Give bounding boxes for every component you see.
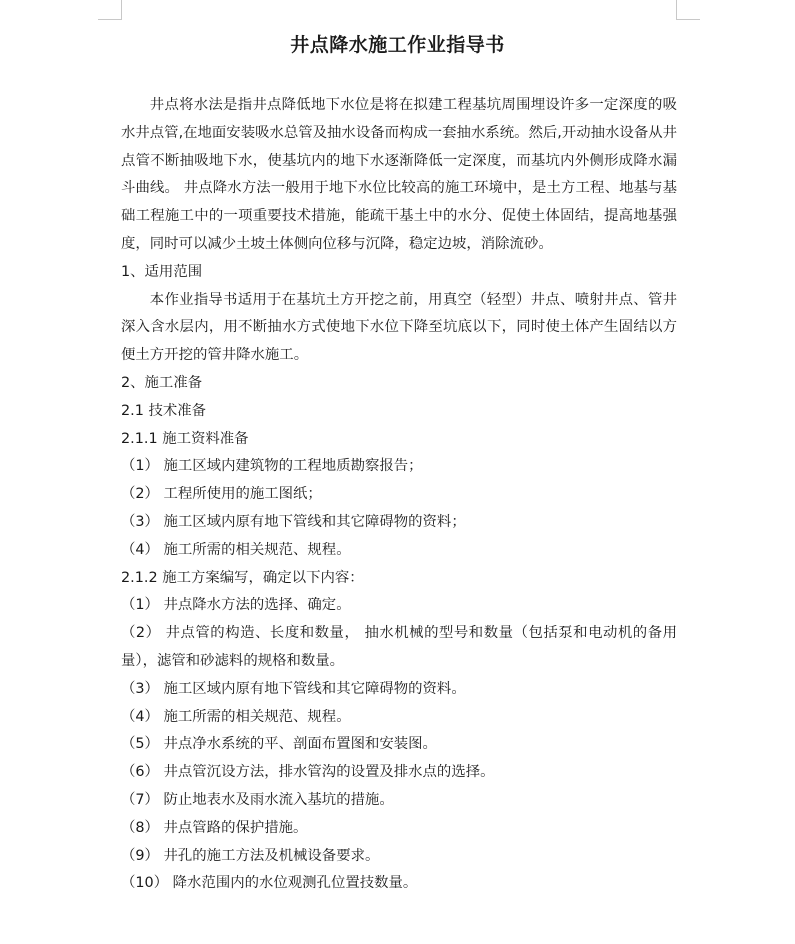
list-item: （6） 井点管沉设方法，排水管沟的设置及排水点的选择。 (121, 764, 495, 781)
list-item: （1） 施工区域内建筑物的工程地质勘察报告； (121, 458, 423, 475)
list-item: （4） 施工所需的相关规范、规程。 (121, 541, 351, 558)
intro-paragraph: 井点将水法是指井点降低地下水位是将在拟建工程基坑周围埋设许多一定深度的吸水井点管,在地面安装吸水总管及抽水设备而构成一套抽水系统。然后,开动抽水设备从井点管不断抽吸地下水，使基坑内的地下水逐渐降低一定深度，而基坑内外侧形成降水漏斗曲线。 井点降水方法一般用于地下水位比较高的施工环境中，是土方工程、地基与基础工程施工中的一项重要技术措施，能疏干基土中的水分、促使土体固结，提高地基强度，同时可以减少土坡土体侧向位移与沉降，稳定边坡，消除流砂。 (121, 97, 677, 252)
list-item: （9） 井孔的施工方法及机械设备要求。 (121, 847, 380, 864)
section-heading: 2、施工准备 (121, 374, 203, 391)
crop-mark-top-left (98, 19, 122, 20)
list-item: （8） 井点管路的保护措施。 (121, 819, 308, 836)
list-item: （1） 井点降水方法的选择、确定。 (121, 597, 351, 614)
scope-paragraph: 本作业指导书适用于在基坑土方开挖之前，用真空（轻型）井点、喷射井点、管井深入含水层内，用不断抽水方式使地下水位下降至坑底以下，同时使土体产生固结以方便土方开挖的管井降水施工。 (121, 291, 677, 364)
list-item: （3） 施工区域内原有地下管线和其它障碍物的资料； (121, 513, 466, 530)
subsection-heading: 2.1.1 施工资料准备 (121, 430, 249, 447)
crop-mark-top-left (121, 0, 122, 20)
list-item: （4） 施工所需的相关规范、规程。 (121, 708, 351, 725)
list-item: （10） 降水范围内的水位观测孔位置技数量。 (121, 875, 418, 892)
document-body (121, 92, 677, 898)
list-item: （2） 井点管的构造、长度和数量， 抽水机械的型号和数量（包括泵和电动机的备用量），滤管和砂滤料的规格和数量。 (121, 625, 677, 669)
subsection-heading: 2.1 技术准备 (121, 402, 207, 419)
subsection-heading: 2.1.2 施工方案编写，确定以下内容： (121, 569, 364, 586)
list-item: （2） 工程所使用的施工图纸； (121, 486, 322, 503)
list-item: （3） 施工区域内原有地下管线和其它障碍物的资料。 (121, 680, 466, 697)
document-title: 井点降水施工作业指导书 (290, 34, 505, 56)
section-heading: 1、适用范围 (121, 263, 203, 280)
list-item: （7） 防止地表水及雨水流入基坑的措施。 (121, 791, 394, 808)
crop-mark-top-right (676, 0, 677, 20)
crop-mark-top-right (676, 19, 700, 20)
list-item: （5） 井点净水系统的平、剖面布置图和安装图。 (121, 736, 437, 753)
